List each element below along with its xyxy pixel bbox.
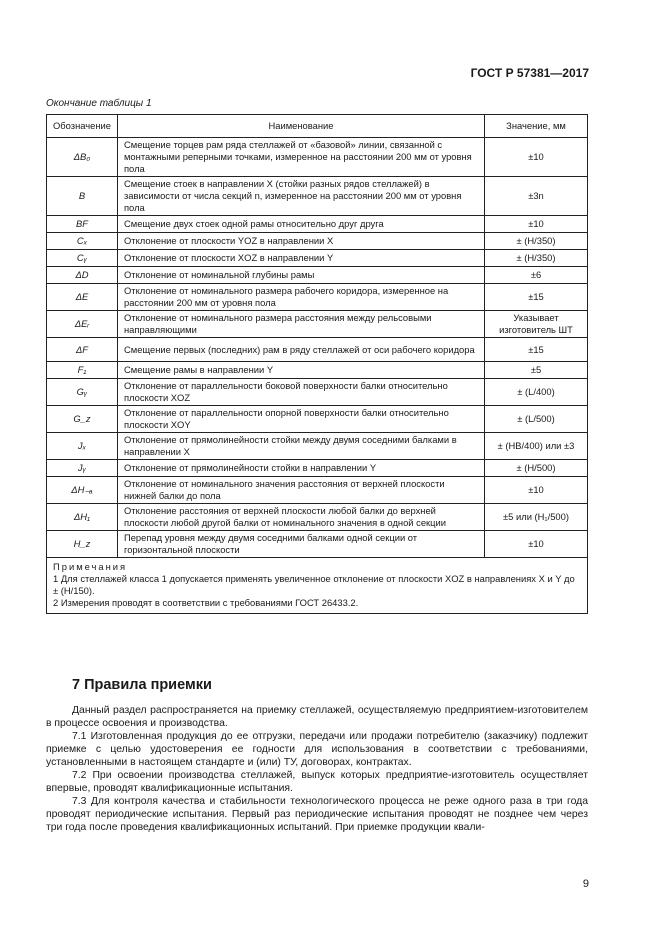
- row-value: ± (H/350): [485, 250, 588, 267]
- row-symbol: H_z: [47, 531, 118, 558]
- table-row: [47, 433, 588, 460]
- section-body: [46, 702, 588, 834]
- table-row: [47, 477, 588, 504]
- row-symbol: G_z: [47, 406, 118, 433]
- standard-number: ГОСТ Р 57381—2017: [470, 66, 589, 80]
- row-value: ±15: [485, 338, 588, 362]
- table-continuation-caption: Окончание таблицы 1: [46, 98, 152, 109]
- row-value: ±5 или (H₁/500): [485, 504, 588, 531]
- table-row: [47, 379, 588, 406]
- row-name: Отклонение расстояния от верхней плоскости любой балки до верхней плоскости любой другой балки от номинального значения в одной секции: [117, 504, 484, 531]
- row-symbol: ΔH₁: [47, 504, 118, 531]
- row-value: ±10: [485, 216, 588, 233]
- row-name: Смещение двух стоек одной рамы относительно друг друга: [117, 216, 484, 233]
- row-value: ±15: [485, 284, 588, 311]
- table-notes: [47, 558, 588, 614]
- notes-title: Примечания: [53, 561, 128, 572]
- section-title: 7 Правила приемки: [72, 677, 212, 693]
- table-row: [47, 177, 588, 216]
- table-header-row: [47, 115, 588, 138]
- row-name: Отклонение от параллельности опорной поверхности балки относительно плоскости XOY: [117, 406, 484, 433]
- row-value: ±10: [485, 477, 588, 504]
- row-name: Смещение торцев рам ряда стеллажей от «базовой» линии, связанной с монтажными реперными точками, измеренное на расстоянии 200 мм от уровня пола: [117, 138, 484, 177]
- table-row: [47, 531, 588, 558]
- paragraph-intro: Данный раздел распространяется на приемку стеллажей, осуществляемую предприятием-изготовителем в процессе освоения и производства.: [46, 705, 588, 729]
- deviations-table: [46, 114, 588, 614]
- row-name: Отклонение от плоскости YOZ в направлении X: [117, 233, 484, 250]
- row-name: Отклонение от плоскости XOZ в направлении Y: [117, 250, 484, 267]
- table-row: [47, 504, 588, 531]
- row-value: ±10: [485, 138, 588, 177]
- row-name: Отклонение от номинального значения расстояния от верхней плоскости нижней балки до пола: [117, 477, 484, 504]
- row-symbol: Cᵧ: [47, 250, 118, 267]
- row-name: Отклонение от прямолинейности стойки в направлении Y: [117, 460, 484, 477]
- column-header-value: Значение, мм: [485, 115, 588, 138]
- row-value: Указывает изготовитель ШТ: [485, 311, 588, 338]
- column-header-name: Наименование: [117, 115, 484, 138]
- row-value: ± (L/400): [485, 379, 588, 406]
- row-value: ±6: [485, 267, 588, 284]
- row-name: Отклонение от номинальной глубины рамы: [117, 267, 484, 284]
- row-name: Отклонение от номинального размера расстояния между рельсовыми направляющими: [117, 311, 484, 338]
- row-name: Смещение стоек в направлении X (стойки разных рядов стеллажей) в зависимости от числа секций n, измеренное на расстоянии 200 мм от уровня пола: [117, 177, 484, 216]
- paragraph-7-1: 7.1 Изготовленная продукция до ее отгрузки, передачи или продажи потребителю (заказчику) подлежит приемке с целью удостоверения ее годности для использования в соответствии с требованиями, установленными в настоящем стандарте и (или) ТУ, договорах, контрактах.: [46, 731, 588, 768]
- table-row: [47, 284, 588, 311]
- row-name: Отклонение от параллельности боковой поверхности балки относительно плоскости XOZ: [117, 379, 484, 406]
- paragraph-7-3: 7.3 Для контроля качества и стабильности технологического процесса не реже одного раза в три года проводят периодические испытания. Первый раз периодические испытания проводят не позднее чем через три года после проведения квалификационных испытаний. При приемке продукции квали-: [46, 796, 588, 833]
- row-symbol: ΔEᵣ: [47, 311, 118, 338]
- table-row: [47, 406, 588, 433]
- table-row: [47, 250, 588, 267]
- row-symbol: ΔH₋ₐ: [47, 477, 118, 504]
- row-symbol: Cₓ: [47, 233, 118, 250]
- row-symbol: ΔF: [47, 338, 118, 362]
- row-value: ±10: [485, 531, 588, 558]
- table-row: [47, 460, 588, 477]
- row-name: Перепад уровня между двумя соседними балками одной секции от горизонтальной плоскости: [117, 531, 484, 558]
- row-name: Смещение первых (последних) рам в ряду стеллажей от оси рабочего коридора: [117, 338, 484, 362]
- row-symbol: Gᵧ: [47, 379, 118, 406]
- row-symbol: BF: [47, 216, 118, 233]
- row-value: ±5: [485, 362, 588, 379]
- table-row: [47, 311, 588, 338]
- table-row: [47, 362, 588, 379]
- row-value: ± (HB/400) или ±3: [485, 433, 588, 460]
- row-value: ± (H/500): [485, 460, 588, 477]
- row-symbol: Jₓ: [47, 433, 118, 460]
- table-row: [47, 267, 588, 284]
- table-row: [47, 216, 588, 233]
- row-value: ± (L/500): [485, 406, 588, 433]
- row-name: Отклонение от номинального размера рабочего коридора, измеренное на расстоянии 200 мм от уровня пола: [117, 284, 484, 311]
- table-row: [47, 138, 588, 177]
- row-name: Смещение рамы в направлении Y: [117, 362, 484, 379]
- table-row: [47, 338, 588, 362]
- row-symbol: ΔE: [47, 284, 118, 311]
- note-item: 2 Измерения проводят в соответствии с требованиями ГОСТ 26433.2.: [53, 597, 359, 608]
- row-symbol: F₁: [47, 362, 118, 379]
- row-name: Отклонение от прямолинейности стойки между двумя соседними балками в направлении X: [117, 433, 484, 460]
- table-row: [47, 233, 588, 250]
- row-value: ± (H/350): [485, 233, 588, 250]
- paragraph-7-2: 7.2 При освоении производства стеллажей, выпуск которых предприятие-изготовитель осуществляет впервые, проводят квалификационные испытания.: [46, 770, 588, 794]
- row-symbol: Jᵧ: [47, 460, 118, 477]
- row-symbol: ΔB₀: [47, 138, 118, 177]
- row-value: ±3n: [485, 177, 588, 216]
- page-number: 9: [582, 878, 589, 890]
- column-header-symbol: Обозначение: [47, 115, 118, 138]
- row-symbol: ΔD: [47, 267, 118, 284]
- table-notes-row: [47, 558, 588, 614]
- note-item: 1 Для стеллажей класса 1 допускается применять увеличенное отклонение от плоскости XOZ в направлениях X и Y до ± (H/150).: [53, 573, 575, 596]
- row-symbol: B: [47, 177, 118, 216]
